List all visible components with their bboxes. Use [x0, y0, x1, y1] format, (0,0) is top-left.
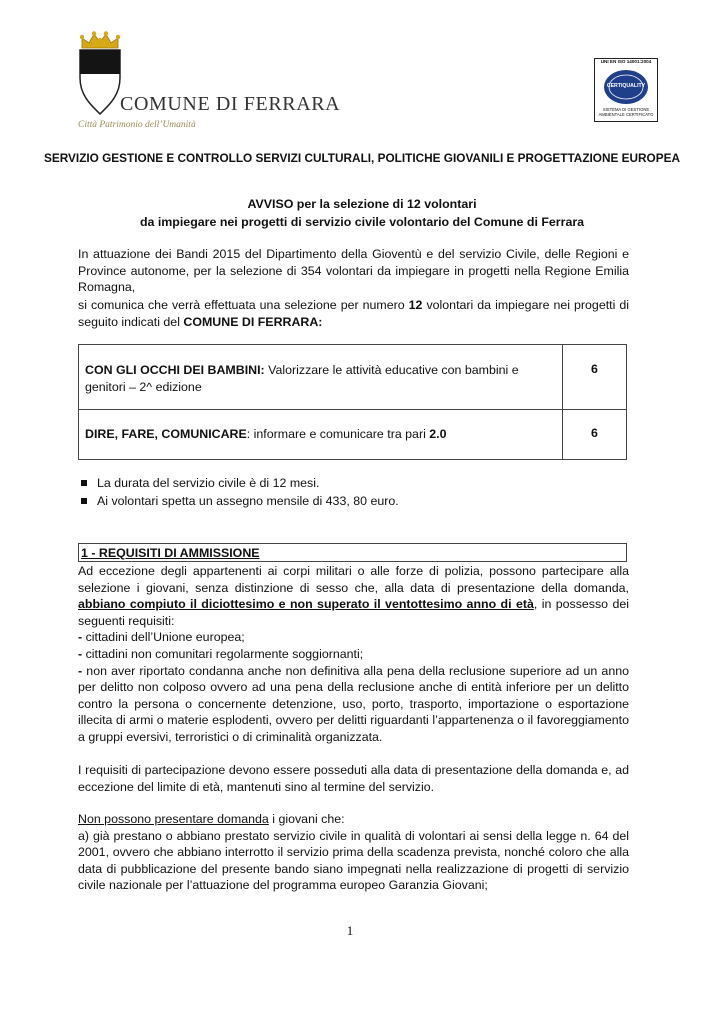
project-description: : informare e comunicare tra pari	[246, 427, 430, 441]
intro-paragraph-2	[78, 297, 629, 330]
page-number: 1	[346, 923, 354, 938]
project-volunteer-count: 6	[562, 410, 626, 460]
list-item	[78, 476, 319, 490]
requirements-paragraph	[78, 563, 629, 746]
logo-name: COMUNE DI FERRARA	[120, 93, 341, 115]
exclusions-heading: Non possono presentare domanda	[78, 812, 269, 826]
project-title	[85, 426, 559, 443]
requirement-item: cittadini non comunitari regolarmente soggiornanti;	[82, 646, 364, 661]
intro-text-b: volontari da impiegare nei progetti di seguito indicati del	[78, 298, 630, 329]
requirement-item: cittadini dell’Unione europea;	[82, 630, 245, 645]
requirement-item: non aver riportato condanna anche non definitiva alla pena della reclusione superiore ad un anno per delitto non colposo ovvero ad una pena della reclusione anche di entità inferiore per un delitto contro la persona o concernente detenzione, uso, porto, trasporto, importazione o esportazione illecita di armi o materie esplodenti, ovvero per delitti riguardanti l’appartenenza o il favoreggiamento a gruppi eversivi, terroristici o di criminalità organizzata.	[78, 663, 629, 744]
logo-tagline: Città Patrimonio dell’Umanità	[78, 120, 196, 130]
project-description: Valorizzare le attività educative con bambini e genitori – 2^ edizione	[85, 363, 519, 394]
square-bullet-icon	[81, 480, 87, 486]
requirements-intro-b: , in possesso dei seguenti requisiti:	[78, 597, 629, 628]
shield-icon	[80, 50, 120, 114]
project-name: CON GLI OCCHI DEI BAMBINI:	[85, 363, 265, 377]
age-requirement: abbiano compiuto il diciottesimo e non superato il ventottesimo anno di età	[78, 597, 534, 612]
bullet-text: La durata del servizio civile è di 12 mesi.	[97, 476, 320, 490]
requirements-intro-a: Ad eccezione degli appartenenti ai corpi militari o alle forze di polizia, possono partecipare alla selezione i giovani, senza distinzione di sesso che, alla data di presentazione della domanda,	[78, 564, 629, 595]
square-bullet-icon	[81, 498, 87, 504]
dash-marker: -	[78, 646, 83, 661]
volunteer-count: 12	[408, 298, 423, 312]
exclusions-paragraph	[78, 811, 629, 894]
cert-line-2: AMBIENTALE CERTIFICATO	[598, 112, 654, 117]
section-heading-text: 1 - REQUISITI DI AMMISSIONE	[81, 546, 260, 560]
ferrara-coat-of-arms-logo	[76, 30, 124, 116]
exclusions-intro: i giovani che:	[268, 812, 345, 826]
dash-marker: -	[78, 663, 83, 678]
project-volunteer-count: 6	[562, 345, 626, 409]
intro-paragraph-1: In attuazione dei Bandi 2015 del Dipartimento della Gioventù e del servizio Civile, delle Regioni e Province autonome, per la selezione di 354 volontari da impiegare in progetti nella Regione Emilia Romagna,	[78, 247, 629, 295]
projects-table	[78, 344, 627, 460]
requirements-validity-paragraph: I requisiti di partecipazione devono essere posseduti alla data di presentazione della domanda e, ad eccezione del limite di età, mantenuti sino al termine del servizio.	[78, 763, 629, 794]
project-version: 2.0	[429, 427, 447, 441]
bullet-text: Ai volontari spetta un assegno mensile di 433, 80 euro.	[97, 494, 399, 508]
project-name: DIRE, FARE, COMUNICARE	[85, 427, 247, 441]
cert-description	[598, 107, 654, 117]
project-row	[79, 410, 626, 460]
crown-icon	[80, 31, 120, 48]
dash-marker: -	[78, 630, 83, 645]
notice-title-line-1: AVVISO per la selezione di 12 volontari	[247, 197, 477, 211]
project-row	[79, 345, 626, 410]
service-title: SERVIZIO GESTIONE E CONTROLLO SERVIZI CULTURALI, POLITICHE GIOVANILI E PROGETTAZIONE EUROPEA	[44, 151, 680, 165]
cert-name: CERTIQUALITY	[606, 83, 646, 89]
notice-title-line-2: da impiegare nei progetti di servizio civile volontario del Comune di Ferrara	[139, 215, 585, 229]
list-item	[78, 494, 399, 508]
project-title	[85, 362, 559, 395]
cert-standard: UNI EN ISO 14001:2004	[600, 59, 652, 64]
exclusion-item: a) già prestano o abbiano prestato servizio civile in qualità di volontari ai sensi della legge n. 64 del 2001, ovvero che abbiano interrotto il servizio prima della scadenza prevista, nonché coloro che alla data di pubblicazione del presente bando siano impegnati nella realizzazione di progetti di servizio civile nazionale per l’attuazione del programma europeo Garanzia Giovani;	[78, 828, 629, 893]
intro-text-a: si comunica che verrà effettuata una selezione per numero	[78, 298, 409, 312]
section-heading	[78, 543, 627, 562]
municipality-name: COMUNE DI FERRARA:	[183, 314, 323, 329]
cert-line-1: SISTEMA DI GESTIONE	[602, 107, 650, 112]
